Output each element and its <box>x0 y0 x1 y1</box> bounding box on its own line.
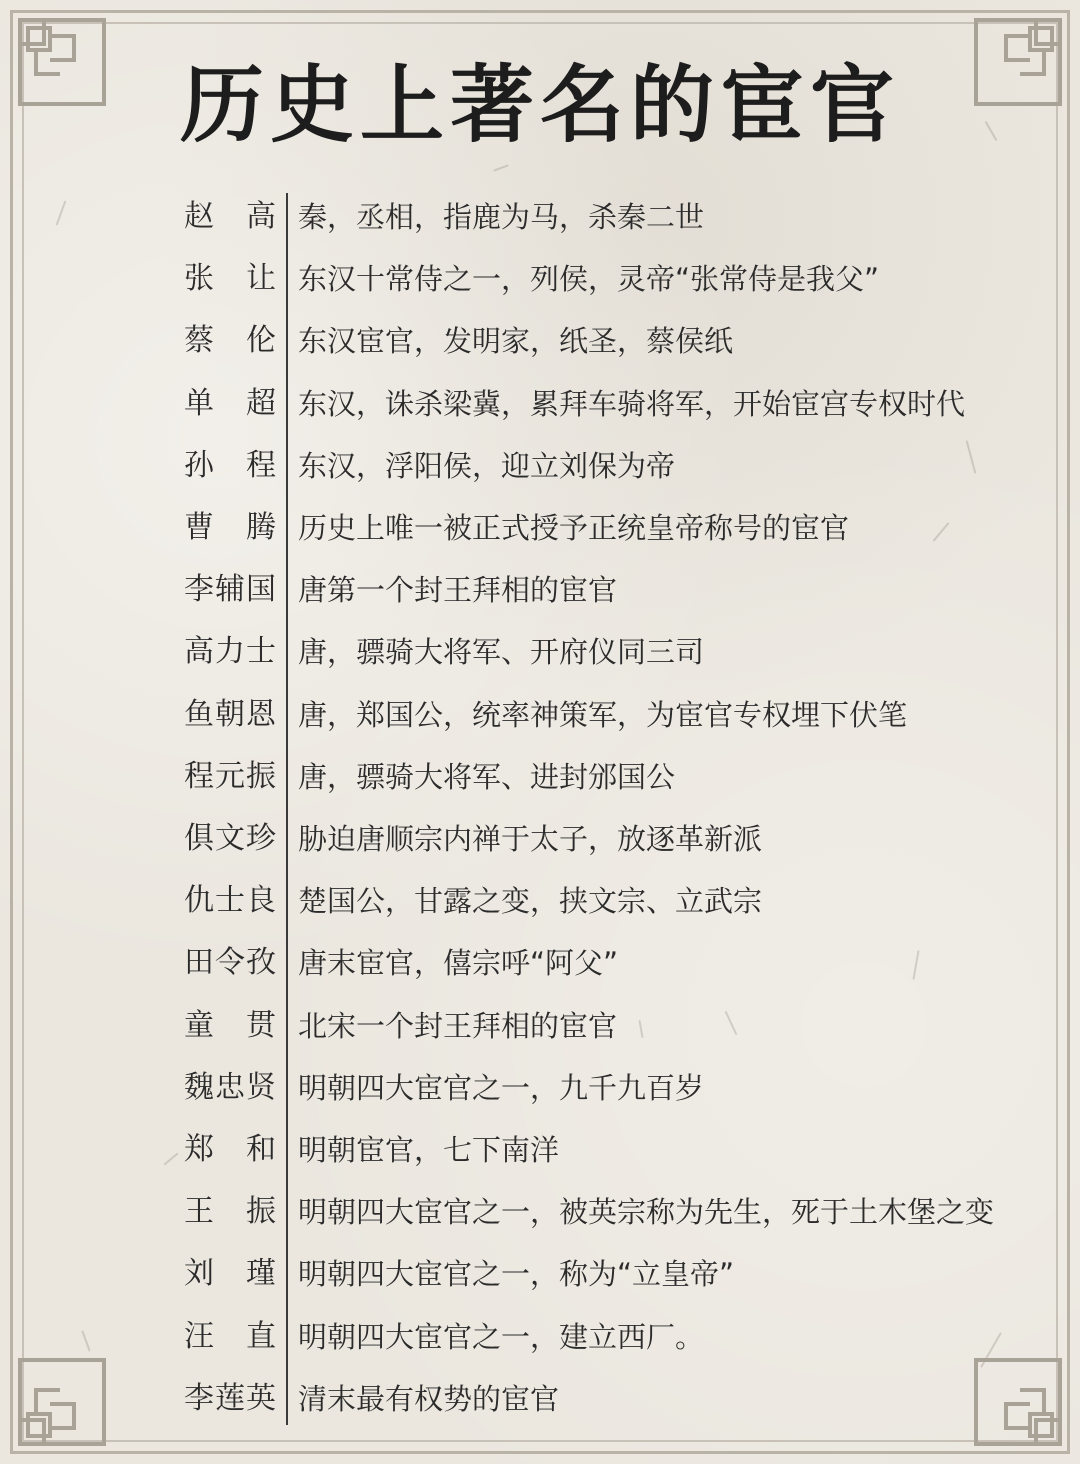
list-item <box>0 1182 1080 1244</box>
eunuch-description: 东汉宦官，发明家，纸圣，蔡侯纸 <box>298 324 734 359</box>
name-character: 恩 <box>246 696 276 732</box>
list-item <box>0 1120 1080 1182</box>
eunuch-name <box>184 568 276 612</box>
name-character: 童 <box>184 1007 214 1043</box>
name-character: 腾 <box>246 510 276 545</box>
eunuch-name <box>184 1004 276 1048</box>
name-character: 孙 <box>184 447 214 483</box>
name-character: 伦 <box>246 323 276 359</box>
name-character: 良 <box>246 883 276 919</box>
list-item <box>0 933 1080 995</box>
name-character: 元 <box>215 758 245 794</box>
name-character: 程 <box>184 758 214 794</box>
eunuch-description: 唐，骠骑大将军、进封邠国公 <box>298 759 676 794</box>
eunuch-description: 唐末宦官，僖宗呼“阿父” <box>298 946 619 981</box>
eunuch-description: 明朝四大宦官之一，被英宗称为先生，死于土木堡之变 <box>298 1195 995 1230</box>
eunuch-description: 东汉十常侍之一，列侯，灵帝“张常侍是我父” <box>298 262 880 297</box>
name-character: 让 <box>246 261 276 297</box>
eunuch-name <box>184 257 276 301</box>
list-item <box>0 1369 1080 1431</box>
name-character: 文 <box>215 821 245 856</box>
eunuch-name <box>184 630 276 674</box>
name-character: 高 <box>246 199 276 234</box>
name-character: 令 <box>215 945 245 981</box>
name-character: 田 <box>184 945 214 981</box>
eunuch-name <box>184 444 276 488</box>
name-character: 汪 <box>184 1318 214 1354</box>
name-character: 王 <box>184 1194 214 1230</box>
list-item <box>0 311 1080 373</box>
eunuch-description: 唐，骠骑大将军、开府仪同三司 <box>298 635 705 670</box>
name-character: 士 <box>215 883 245 919</box>
eunuch-name <box>184 1190 276 1234</box>
list-item <box>0 249 1080 311</box>
eunuch-name <box>184 1315 276 1359</box>
eunuch-name <box>184 817 276 861</box>
eunuch-description: 东汉，诛杀梁冀，累拜车骑将军，开始宦宫专权时代 <box>298 386 966 421</box>
eunuch-name <box>184 755 276 799</box>
name-character: 蔡 <box>184 323 214 359</box>
eunuch-description: 清末最有权势的宦官 <box>298 1381 560 1416</box>
list-item <box>0 809 1080 871</box>
name-character: 刘 <box>184 1256 214 1292</box>
eunuch-description: 历史上唯一被正式授予正统皇帝称号的宦官 <box>298 511 850 545</box>
list-item <box>0 1307 1080 1369</box>
eunuch-description: 东汉，浮阳侯，迎立刘保为帝 <box>298 448 676 483</box>
name-character: 程 <box>246 447 276 483</box>
list-item <box>0 685 1080 747</box>
name-character: 朝 <box>215 696 245 732</box>
page-title: 历史上著名的宦官 <box>179 56 900 154</box>
name-character: 忠 <box>215 1069 245 1105</box>
name-character: 国 <box>246 572 276 608</box>
name-character: 辅 <box>215 572 245 608</box>
eunuch-name <box>184 382 276 426</box>
name-character: 孜 <box>246 945 276 981</box>
name-character: 振 <box>246 1194 276 1230</box>
name-character: 李 <box>184 1380 214 1416</box>
name-character: 高 <box>184 634 214 670</box>
name-character: 贤 <box>246 1069 276 1105</box>
name-character: 曹 <box>184 510 214 545</box>
eunuch-name <box>184 941 276 985</box>
name-character: 李 <box>184 572 214 608</box>
name-character: 瑾 <box>246 1256 276 1292</box>
eunuch-name <box>184 879 276 923</box>
name-character: 力 <box>215 634 245 670</box>
eunuch-name <box>184 1377 276 1421</box>
eunuch-name <box>184 506 276 550</box>
name-character: 张 <box>184 261 214 297</box>
list-item <box>0 498 1080 560</box>
eunuch-description: 明朝四大宦官之一，九千九百岁 <box>298 1070 705 1105</box>
list-item <box>0 996 1080 1058</box>
list-item <box>0 747 1080 809</box>
eunuch-name <box>184 1066 276 1110</box>
name-character: 鱼 <box>184 696 214 732</box>
eunuch-name <box>184 319 276 363</box>
name-character: 魏 <box>184 1069 214 1105</box>
name-character: 俱 <box>184 821 214 856</box>
name-character: 振 <box>246 758 276 794</box>
eunuch-description: 唐，郑国公，统率神策军，为宦官专权埋下伏笔 <box>298 697 908 732</box>
list-item <box>0 187 1080 249</box>
list-item <box>0 1058 1080 1120</box>
name-character: 郑 <box>184 1132 214 1167</box>
name-character: 仇 <box>184 883 214 919</box>
eunuch-description: 北宋一个封王拜相的宦官 <box>298 1008 618 1043</box>
eunuch-description: 明朝四大宦官之一，称为“立皇帝” <box>298 1257 735 1292</box>
eunuch-description: 胁迫唐顺宗内禅于太子，放逐革新派 <box>298 822 763 856</box>
name-character: 莲 <box>215 1380 245 1416</box>
eunuch-description: 明朝宦官，七下南洋 <box>298 1133 560 1167</box>
eunuch-name <box>184 195 276 239</box>
list-item <box>0 560 1080 622</box>
list-item <box>0 374 1080 436</box>
name-character: 直 <box>246 1318 276 1354</box>
name-character: 珍 <box>246 821 276 856</box>
list-item <box>0 1244 1080 1306</box>
eunuch-description: 唐第一个封王拜相的宦官 <box>298 573 618 608</box>
list-item <box>0 871 1080 933</box>
name-character: 士 <box>246 634 276 670</box>
eunuch-description: 秦，丞相，指鹿为马，杀秦二世 <box>298 200 705 234</box>
name-character: 英 <box>246 1380 276 1416</box>
list-item <box>0 622 1080 684</box>
name-character: 贯 <box>246 1007 276 1043</box>
eunuch-name <box>184 693 276 737</box>
eunuch-name <box>184 1252 276 1296</box>
eunuch-description: 楚国公，甘露之变，挟文宗、立武宗 <box>298 884 763 919</box>
eunuch-name <box>184 1128 276 1172</box>
list-item <box>0 436 1080 498</box>
name-character: 和 <box>246 1132 276 1167</box>
eunuch-description: 明朝四大宦官之一，建立西厂。 <box>298 1319 705 1354</box>
name-character: 超 <box>246 385 276 421</box>
name-character: 单 <box>184 385 214 421</box>
name-character: 赵 <box>184 199 214 234</box>
